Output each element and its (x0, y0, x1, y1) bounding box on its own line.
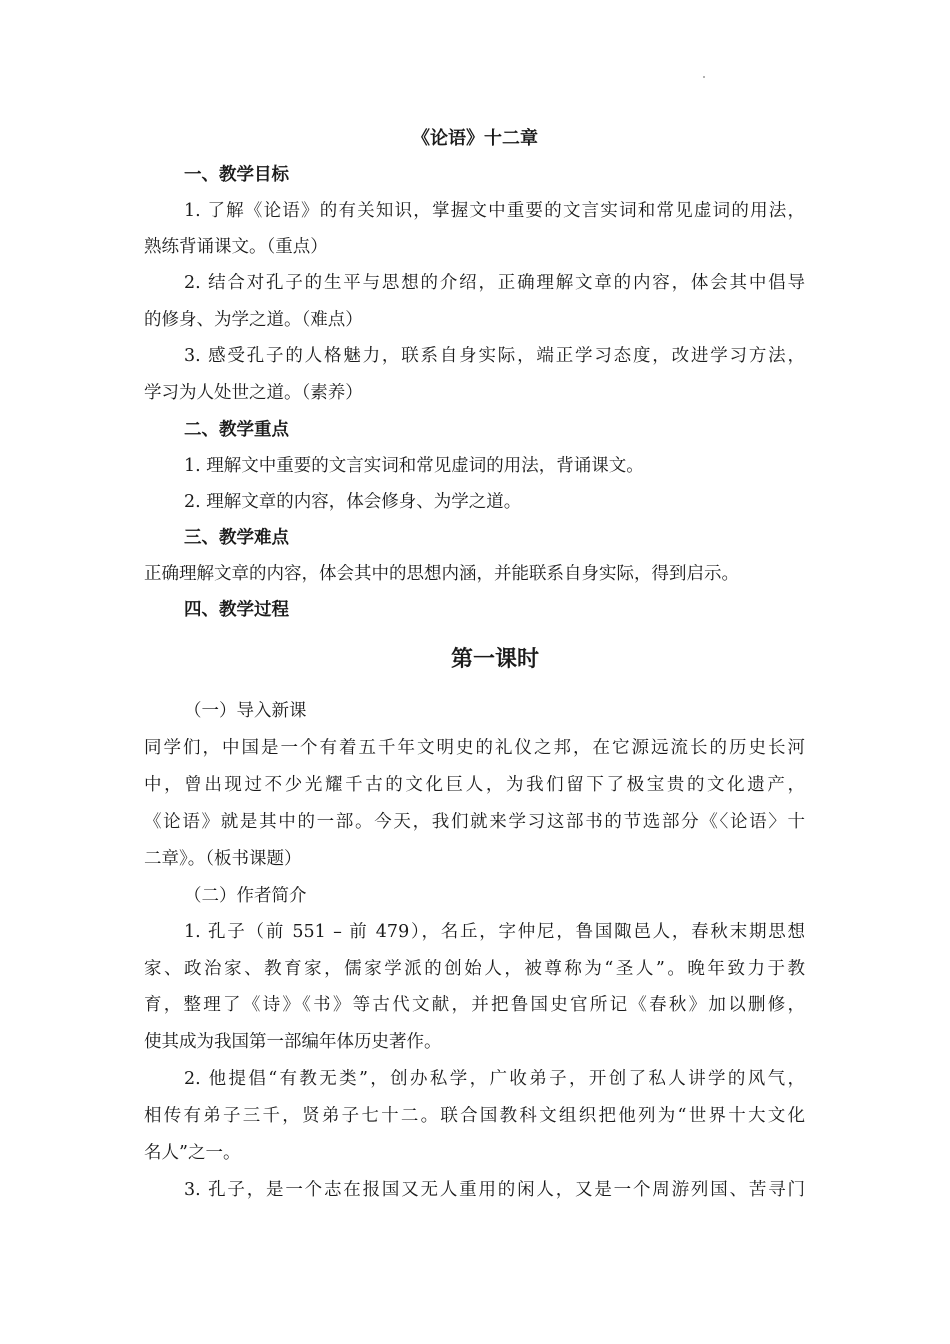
author-p2-line-1: 2. 他提倡“有教无类”，创办私学，广收弟子，开创了私人讲学的风气， (184, 1069, 805, 1089)
intro-line-3: 《论语》就是其中的一部。今天，我们就来学习这部书的节选部分《〈论语〉十 (144, 812, 805, 832)
heading-teaching-process: 四、教学过程 (184, 600, 289, 620)
key-point-2: 2. 理解文章的内容，体会修身、为学之道。 (184, 492, 522, 512)
intro-line-1: 同学们，中国是一个有着五千年文明史的礼仪之邦，在它源远流长的历史长河 (144, 738, 805, 758)
author-p1-line-2: 家、政治家、教育家，儒家学派的创始人，被尊称为“圣人”。晚年致力于教 (144, 959, 805, 979)
scan-dot (703, 76, 705, 78)
heading-difficulties: 三、教学难点 (184, 528, 289, 548)
intro-line-2: 中，曾出现过不少光耀千古的文化巨人，为我们留下了极宝贵的文化遗产， (144, 775, 805, 795)
heading-key-points: 二、教学重点 (184, 420, 289, 440)
lesson-title: 第一课时 (451, 647, 540, 672)
author-p1-line-1: 1. 孔子（前 551 – 前 479），名丘，字仲尼，鲁国陬邑人，春秋末期思想 (184, 922, 805, 942)
difficulties-text: 正确理解文章的内容，体会其中的思想内涵，并能联系自身实际，得到启示。 (144, 564, 739, 584)
document-title: 《论语》十二章 (412, 128, 538, 149)
author-p2-line-2: 相传有弟子三千，贤弟子七十二。联合国教科文组织把他列为“世界十大文化 (144, 1106, 805, 1126)
author-p1-line-4: 使其成为我国第一部编年体历史著作。 (144, 1032, 442, 1052)
goal-1-line-1: 1. 了解《论语》的有关知识，掌握文中重要的文言实词和常见虚词的用法， (184, 201, 805, 221)
author-heading: （二）作者简介 (184, 886, 307, 906)
author-p2-line-3: 名人”之一。 (144, 1143, 241, 1163)
author-p3-line-1: 3. 孔子，是一个志在报国又无人重用的闲人，又是一个周游列国、苦寻门 (184, 1180, 805, 1200)
heading-teaching-goals: 一、教学目标 (184, 165, 289, 185)
key-point-1: 1. 理解文中重要的文言实词和常见虚词的用法，背诵课文。 (184, 456, 644, 476)
intro-heading: （一）导入新课 (184, 701, 307, 721)
intro-line-4: 二章》。（板书课题） (144, 849, 302, 869)
goal-1-line-2: 熟练背诵课文。（重点） (144, 237, 328, 257)
goal-2-line-2: 的修身、为学之道。（难点） (144, 310, 363, 330)
goal-2-line-1: 2. 结合对孔子的生平与思想的介绍，正确理解文章的内容，体会其中倡导 (184, 273, 805, 293)
author-p1-line-3: 育，整理了《诗》《书》等古代文献，并把鲁国史官所记《春秋》加以删修， (144, 995, 805, 1015)
goal-3-line-1: 3. 感受孔子的人格魅力，联系自身实际，端正学习态度，改进学习方法， (184, 346, 805, 366)
goal-3-line-2: 学习为人处世之道。（素养） (144, 383, 363, 403)
